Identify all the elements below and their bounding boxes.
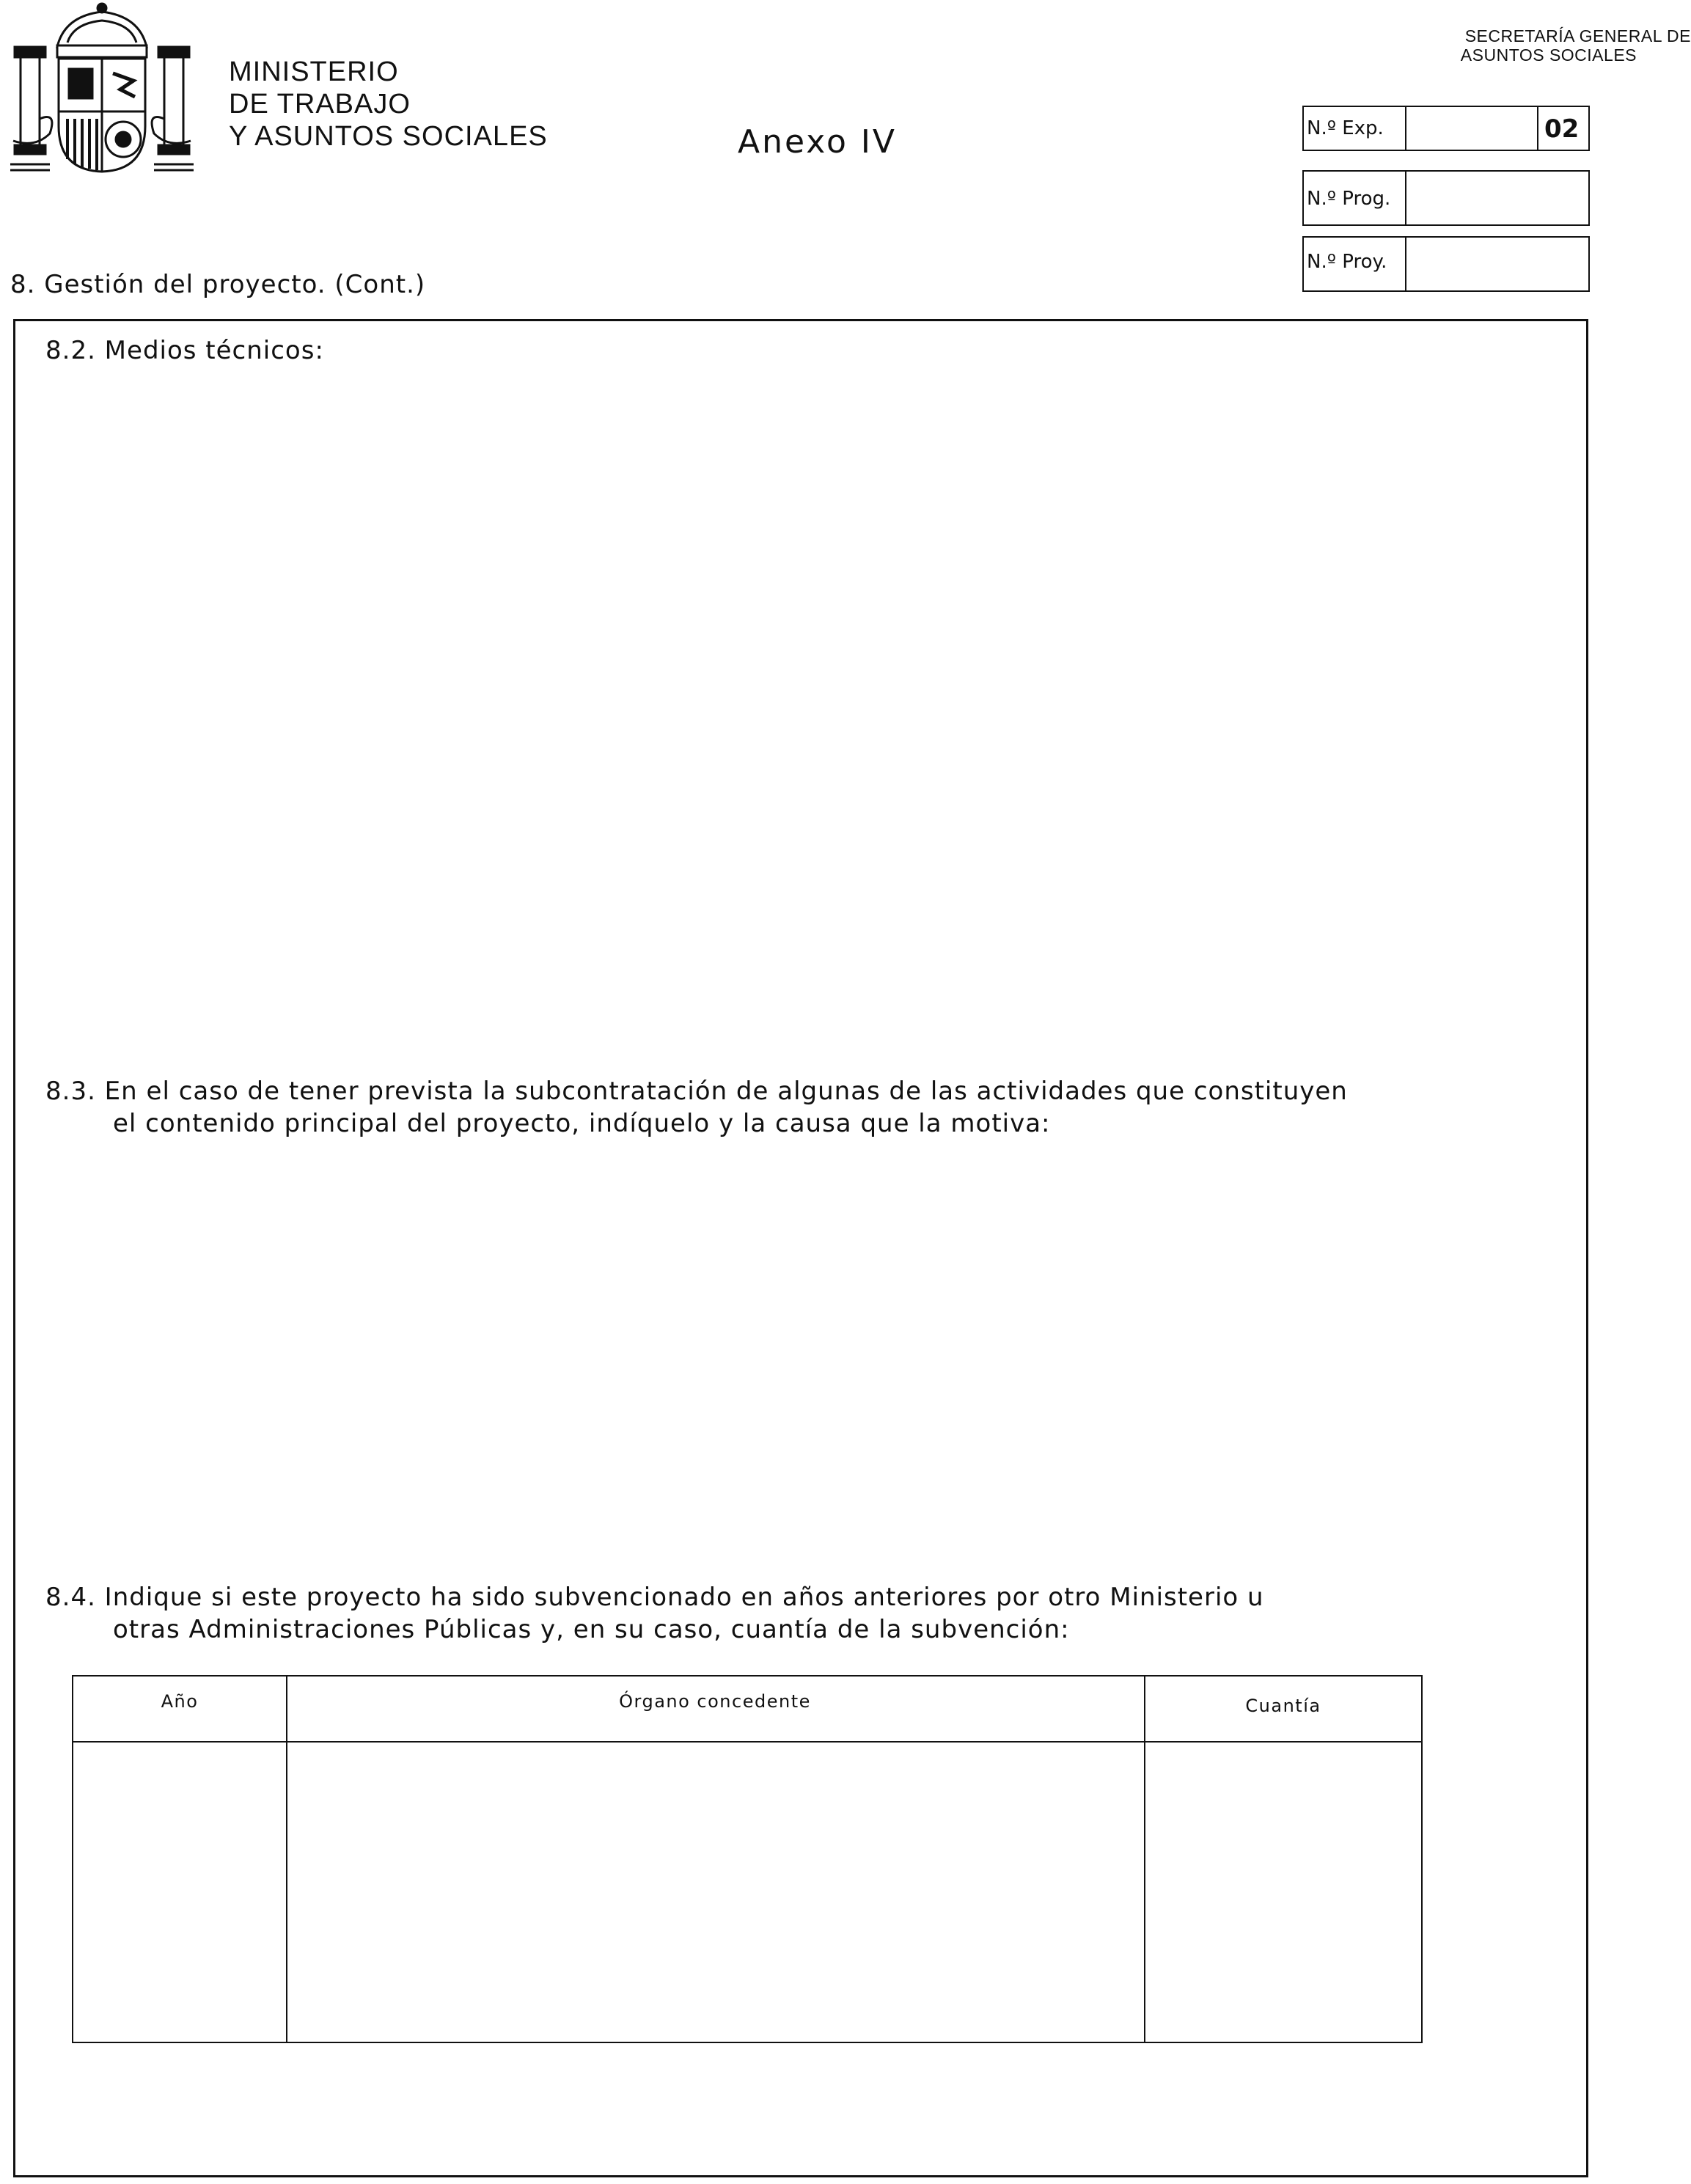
annex-title: Anexo IV bbox=[738, 123, 897, 161]
answer-8-2-area[interactable] bbox=[29, 374, 1569, 1034]
column-header-year: Año bbox=[161, 1691, 199, 1712]
secretaria-line-1: SECRETARÍA GENERAL DE bbox=[1464, 26, 1691, 45]
ministry-name-line-1: MINISTERIO bbox=[229, 56, 399, 87]
grants-table bbox=[72, 1675, 1423, 2043]
question-8-3-line-1: 8.3. En el caso de tener prevista la subcontratación de algunas de las actividades que constituyen bbox=[45, 1077, 1348, 1106]
granting-body-cell[interactable] bbox=[287, 1743, 1144, 2042]
column-header-amount: Cuantía bbox=[1245, 1696, 1321, 1716]
question-8-4-line-1: 8.4. Indique si este proyecto ha sido subvencionado en años anteriores por otro Ministerio u bbox=[45, 1583, 1264, 1612]
ministry-name-line-2: DE TRABAJO bbox=[229, 89, 411, 120]
column-header-granting-body: Órgano concedente bbox=[619, 1691, 811, 1712]
expediente-code: 02 bbox=[1537, 107, 1588, 150]
secretaria-line-2: ASUNTOS SOCIALES bbox=[1460, 45, 1637, 65]
question-8-2: 8.2. Medios técnicos: bbox=[45, 336, 324, 365]
proyecto-label: N.º Proy. bbox=[1304, 238, 1406, 290]
coat-of-arms-logo bbox=[6, 1, 198, 176]
programa-number-field[interactable] bbox=[1302, 170, 1590, 226]
expediente-number-field[interactable] bbox=[1302, 106, 1590, 151]
expediente-label: N.º Exp. bbox=[1304, 107, 1406, 150]
ministry-name-line-3: Y ASUNTOS SOCIALES bbox=[229, 121, 548, 152]
amount-cell[interactable] bbox=[1145, 1743, 1421, 2042]
proyecto-number-field[interactable] bbox=[1302, 236, 1590, 292]
question-8-4-line-2: otras Administraciones Públicas y, en su caso, cuantía de la subvención: bbox=[113, 1615, 1070, 1644]
question-8-3-line-2: el contenido principal del proyecto, indíquelo y la causa que la motiva: bbox=[113, 1109, 1051, 1138]
section-title: 8. Gestión del proyecto. (Cont.) bbox=[10, 270, 426, 299]
programa-label: N.º Prog. bbox=[1304, 172, 1406, 224]
year-cell[interactable] bbox=[73, 1743, 286, 2042]
answer-8-3-area[interactable] bbox=[29, 1151, 1569, 1562]
